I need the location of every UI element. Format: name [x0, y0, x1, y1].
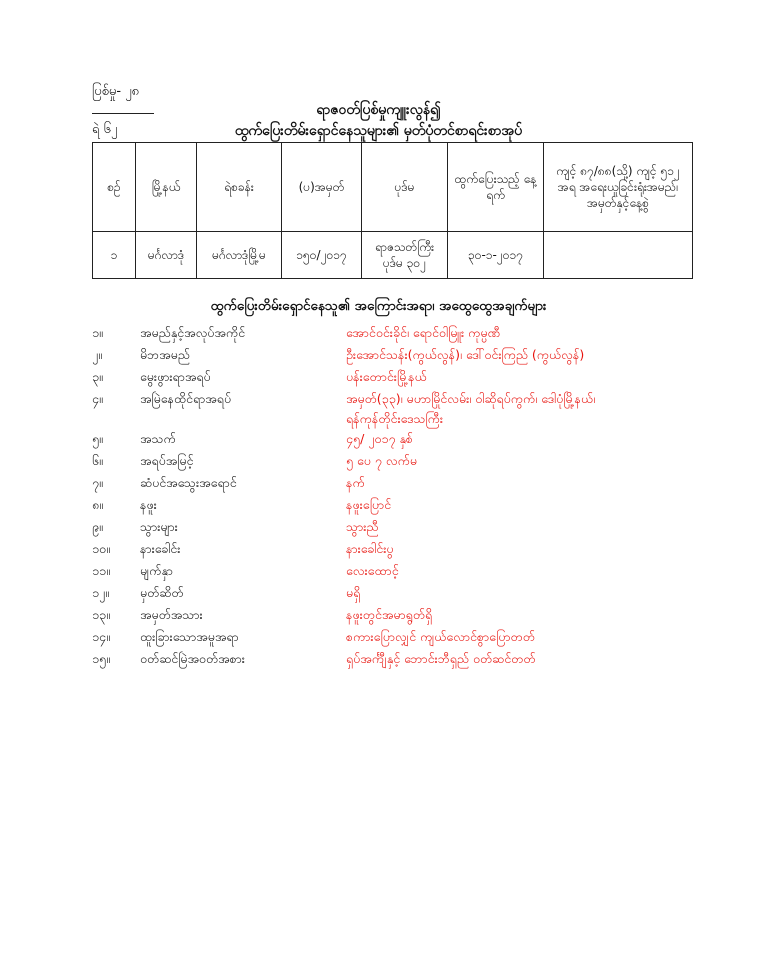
detail-number: ၇။ — [92, 475, 103, 490]
detail-label: ဆံပင်အသွေးအရောင် — [140, 475, 237, 490]
list-item — [92, 583, 712, 605]
detail-label: ဝတ်ဆင်မြဲအဝတ်အစား — [140, 651, 245, 666]
detail-value: လေးထောင့် — [346, 563, 399, 578]
station-number: ရဲ ၆၂ — [92, 122, 118, 137]
detail-value: ဦးအောင်သန်း(ကွယ်လွန်)၊ ဒေါ်ဝင်းကြည် (ကွယ်လွန်) — [346, 347, 585, 362]
table-cell-case-number: ၁၅၀/၂၀၁၇ — [282, 232, 362, 279]
column-header-case-number: (ပ)အမှတ် — [282, 143, 362, 232]
detail-label: အရပ်အမြင့် — [140, 453, 194, 468]
column-header-police-station: ရဲစခန်း — [197, 143, 282, 232]
column-header-court-action: ကျင့် ၈၇/၈၈(သို့) ကျင့် ၅၁၂ အရ အရေးယူခြင်းရုံးအမည်၊ အမှတ်နှင့်နေ့စွဲ — [544, 143, 693, 232]
detail-value: နဖူးတွင်အမာရွတ်ရှိ — [346, 607, 433, 622]
list-item — [92, 323, 712, 345]
document-title-line2: ထွက်ပြေးတိမ်းရှောင်နေသူများ၏ မှတ်ပုံတင်စာရင်းစာအုပ် — [234, 123, 523, 139]
list-item — [92, 389, 712, 429]
detail-number: ၁၅။ — [92, 651, 110, 666]
detail-label: အမြဲနေထိုင်ရာအရပ် — [140, 391, 232, 406]
list-item — [92, 539, 712, 561]
detail-number: ၆။ — [92, 453, 103, 468]
detail-label: အမည်နှင့်အလုပ်အကိုင် — [140, 325, 246, 340]
list-item — [92, 429, 712, 451]
list-item — [92, 451, 712, 473]
list-item — [92, 473, 712, 495]
detail-value: ၅ ပေ ၇ လက်မ — [346, 453, 417, 468]
list-item — [92, 345, 712, 367]
detail-value-line1: အမှတ်(၃၃)၊ မဟာမြိုင်လမ်း၊ ဝါဆိုရပ်ကွက်၊ ဒေါပုံမြို့နယ်၊ — [346, 391, 596, 406]
detail-value: အောင်ဝင်းခိုင်၊ ရောင်ဝါမြူး ကုမ္ပဏီ — [346, 325, 501, 340]
detail-value: နဖူးပြောင် — [346, 497, 392, 512]
column-header-township: မြို့နယ် — [136, 143, 197, 232]
detail-label: အသက် — [140, 431, 176, 446]
table-cell-serial: ၁ — [93, 232, 136, 279]
detail-number: ၂။ — [92, 347, 102, 362]
detail-number: ၁၁။ — [92, 563, 110, 578]
table-row — [93, 232, 693, 279]
table-cell-township: မင်္ဂလာဒုံ — [136, 232, 197, 279]
detail-number: ၈။ — [92, 497, 103, 512]
list-item — [92, 561, 712, 583]
detail-number: ၁၂။ — [92, 585, 109, 600]
detail-label: အမှတ်အသား — [140, 607, 203, 622]
column-header-absconded-date: ထွက်ပြေးသည့် နေ့ရက် — [448, 143, 544, 232]
detail-value: မရှိ — [346, 585, 361, 600]
table-header-row — [93, 143, 693, 232]
column-header-serial: စဉ် — [93, 143, 136, 232]
list-item — [92, 649, 712, 671]
detail-label: မွေးဖွားရာအရပ် — [140, 369, 211, 384]
detail-value: သွားညီ — [346, 519, 379, 534]
detail-label: ထူးခြားသောအမူအရာ — [140, 629, 239, 644]
detail-value: နက် — [346, 475, 365, 490]
detail-label: မှတ်ဆိတ် — [140, 585, 184, 600]
detail-label: နားခေါင်း — [140, 541, 181, 556]
detail-number: ၄။ — [92, 391, 103, 406]
register-table — [92, 142, 693, 279]
list-item — [92, 495, 712, 517]
detail-value-line2: ရန်ကုန်တိုင်းဒေသကြီး — [346, 411, 444, 426]
table-cell-court-action — [544, 232, 693, 279]
table-cell-absconded-date: ၃၀-၁-၂၀၁၇ — [448, 232, 544, 279]
detail-number: ၉။ — [92, 519, 103, 534]
detail-label: မိဘအမည် — [140, 347, 190, 362]
details-section-title: ထွက်ပြေးတိမ်းရှောင်နေသူ၏ အကြောင်းအရာ၊ အထွေထွေအချက်များ — [210, 298, 547, 314]
detail-value: ၄၅/ ၂၀၁၇ နှစ် — [346, 431, 413, 446]
detail-value: ရှပ်အင်္ကျီနှင့် ဘောင်းဘီရှည် ဝတ်ဆင်တတ် — [346, 651, 536, 666]
details-list — [92, 323, 712, 671]
document-title-line1: ရာဇဝတ်ပြစ်မှုကျူးလွန်၍ — [316, 102, 441, 118]
detail-number: ၁၀။ — [92, 541, 110, 556]
detail-label: နဖူး — [140, 497, 157, 512]
detail-value: ပန်းတောင်းမြို့နယ် — [346, 369, 427, 384]
list-item — [92, 517, 712, 539]
detail-number: ၅။ — [92, 431, 103, 446]
detail-value: စကားပြောလျှင် ကျယ်လောင်စွာပြောတတ် — [346, 629, 535, 644]
table-cell-section: ရာဇသတ်ကြီး ပုဒ်မ ၃၀၂ — [362, 232, 448, 279]
list-item — [92, 627, 712, 649]
list-item — [92, 605, 712, 627]
list-item — [92, 367, 712, 389]
detail-value: နားခေါင်းပွ — [346, 541, 394, 556]
detail-number: ၁၄။ — [92, 629, 110, 644]
detail-number: ၁။ — [92, 325, 103, 340]
column-header-section: ပုဒ်မ — [362, 143, 448, 232]
detail-value — [346, 389, 712, 429]
detail-label: မျက်နှာ — [140, 563, 173, 578]
table-cell-police-station: မင်္ဂလာဒုံမြို့မ — [197, 232, 282, 279]
detail-number: ၁၃။ — [92, 607, 110, 622]
detail-label: သွားများ — [140, 519, 178, 534]
detail-number: ၃။ — [92, 369, 103, 384]
form-number: ပြစ်မှု- ၂၈ — [92, 84, 139, 99]
